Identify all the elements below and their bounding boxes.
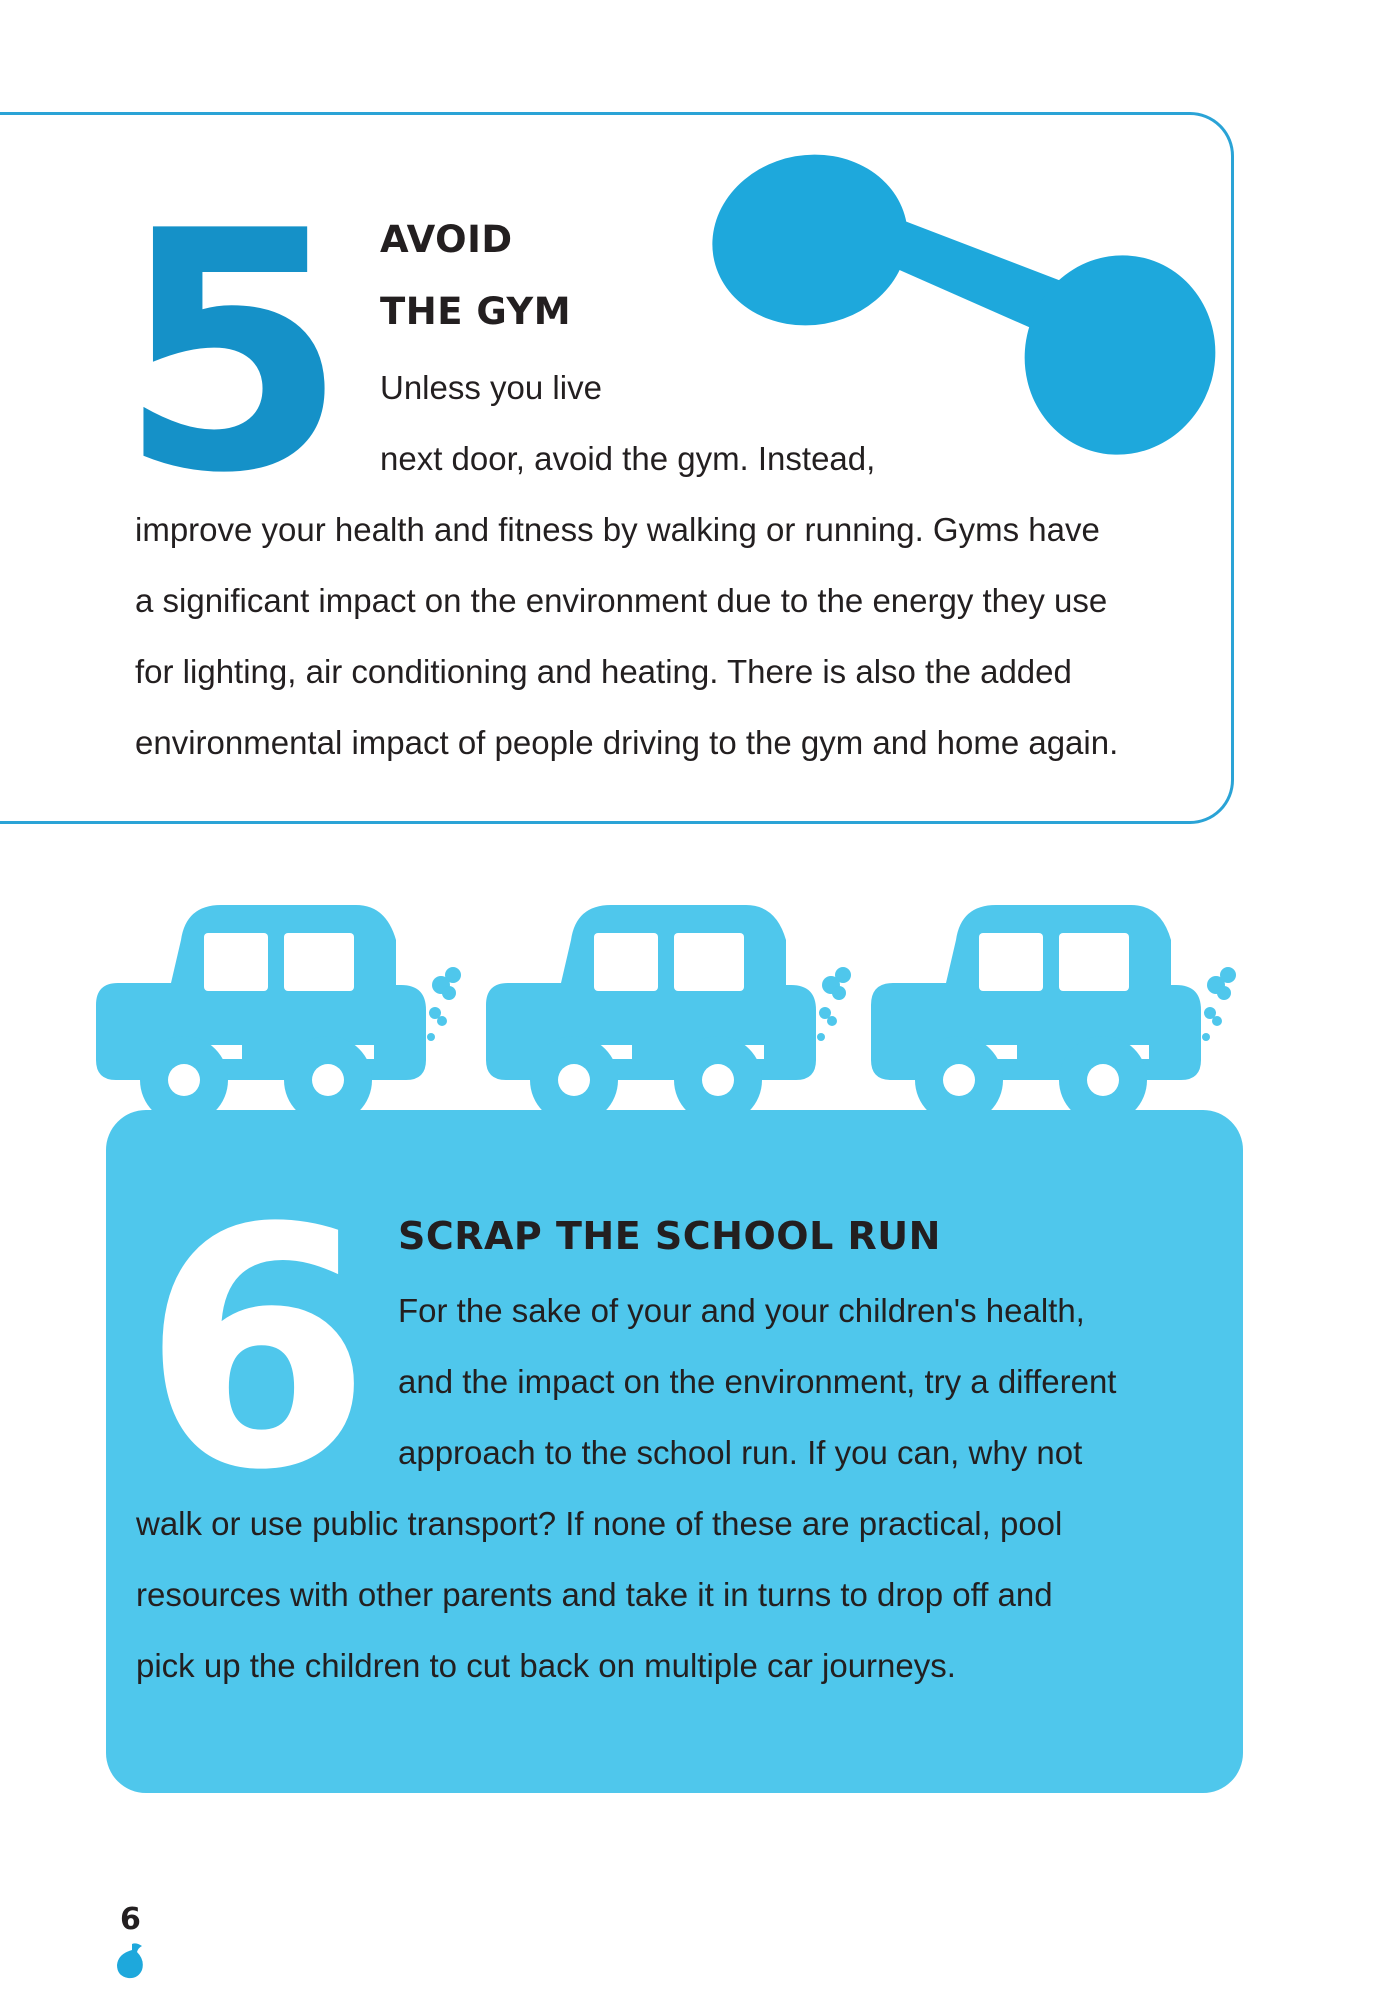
tip-5-body-line-2: next door, avoid the gym. Instead, bbox=[380, 440, 876, 477]
tip-6-body-line-4: walk or use public transport? If none of these are practical, pool bbox=[136, 1505, 1063, 1542]
tip-number-6: 6 bbox=[142, 1158, 366, 1542]
tip-5-body-continued bbox=[135, 494, 1118, 778]
tip-5-heading-line-2: THE GYM bbox=[380, 290, 572, 333]
cars-illustration bbox=[96, 895, 1256, 1125]
tip-6-body-line-2: and the impact on the environment, try a different bbox=[398, 1363, 1117, 1400]
tip-6-body-continued bbox=[136, 1488, 1062, 1701]
car-icon bbox=[486, 905, 851, 1124]
page-number: 6 bbox=[120, 1902, 141, 1937]
tip-6-body-line-3: approach to the school run. If you can, why not bbox=[398, 1434, 1083, 1471]
dumbbell-icon bbox=[700, 140, 1220, 480]
tip-5-body-line-3: improve your health and fitness by walking or running. Gyms have bbox=[135, 511, 1100, 548]
tip-number-5: 5 bbox=[118, 161, 342, 545]
water-drop-icon bbox=[112, 1940, 148, 1980]
tip-5-body-line-6: environmental impact of people driving to the gym and home again. bbox=[135, 724, 1119, 761]
tip-6-body-line-1: For the sake of your and your children's health, bbox=[398, 1292, 1085, 1329]
tip-6-body-line-5: resources with other parents and take it in turns to drop off and bbox=[136, 1576, 1053, 1613]
tip-6-body-line-6: pick up the children to cut back on multiple car journeys. bbox=[136, 1647, 956, 1684]
tip-5-body-line-4: a significant impact on the environment due to the energy they use bbox=[135, 582, 1108, 619]
tip-6-heading: SCRAP THE SCHOOL RUN bbox=[398, 1214, 941, 1258]
car-icon bbox=[871, 905, 1236, 1124]
car-icon bbox=[96, 905, 461, 1124]
tip-6-body-intro bbox=[398, 1275, 1116, 1488]
tip-5-heading-line-1: AVOID bbox=[380, 218, 513, 261]
tip-5-body-line-1: Unless you live bbox=[380, 369, 602, 406]
tip-5-body-line-5: for lighting, air conditioning and heating. There is also the added bbox=[135, 653, 1072, 690]
